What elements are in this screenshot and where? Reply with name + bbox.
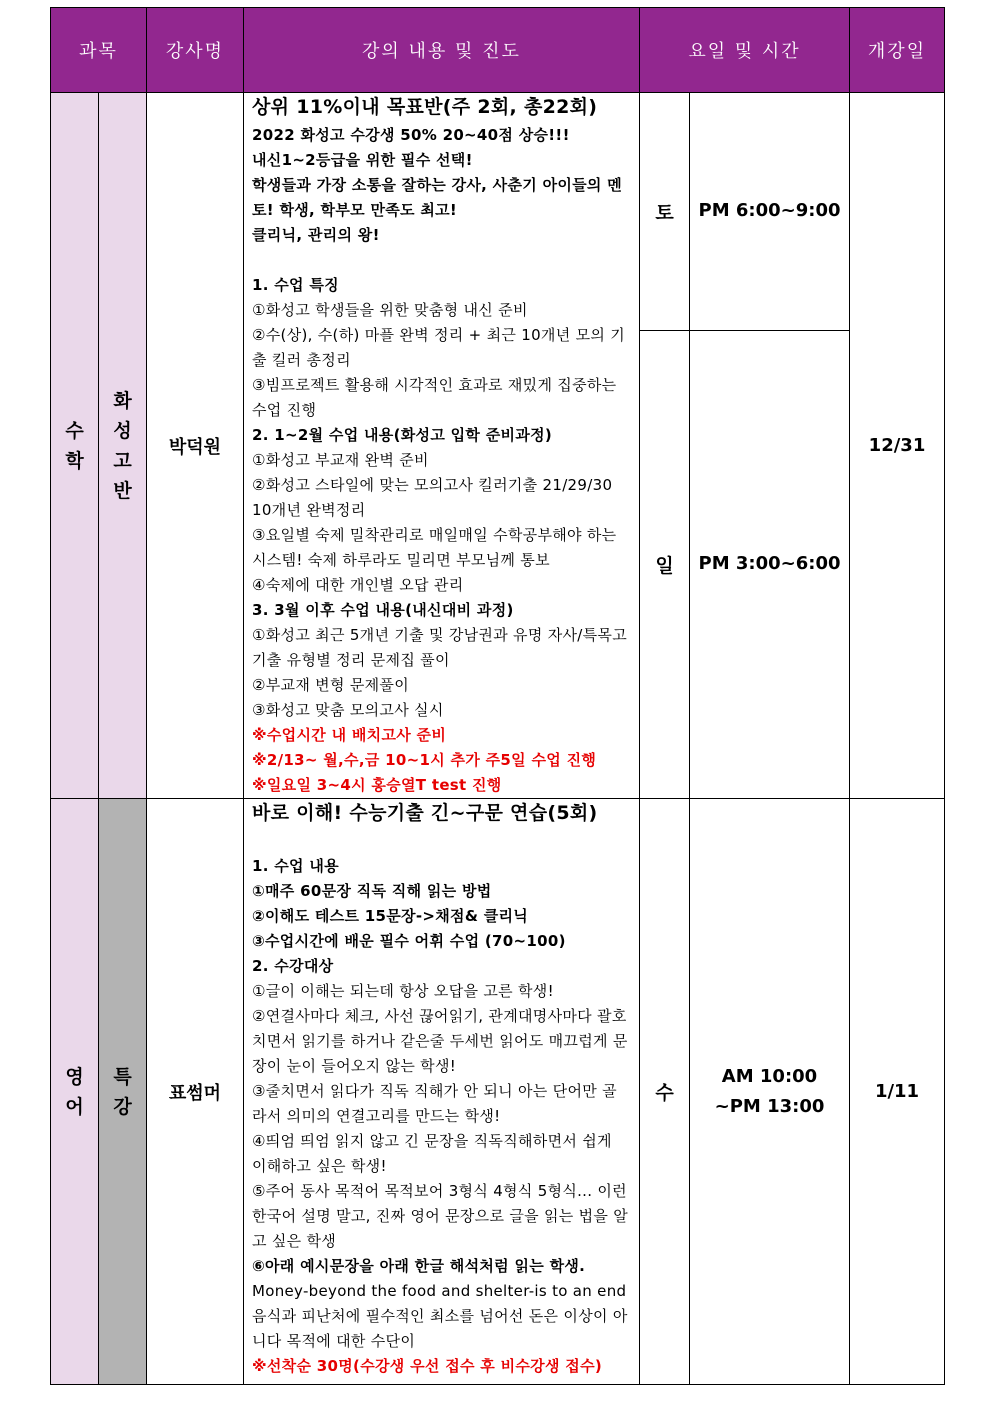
- math-class-char: 화: [113, 389, 132, 412]
- math-content-cell: [244, 93, 640, 799]
- english-content-line: [252, 829, 631, 854]
- header-content: 강의 내용 및 진도: [244, 8, 640, 93]
- english-content-cell: [244, 799, 640, 1385]
- math-content-line: 2. 1~2월 수업 내용(화성고 입학 준비과정): [252, 426, 553, 444]
- english-content-line: ③수업시간에 배운 필수 어휘 수업 (70~100): [252, 932, 566, 950]
- math-time-sunday: PM 3:00~6:00: [690, 330, 850, 798]
- math-class-cell: [99, 93, 147, 799]
- math-subject-char: 수: [65, 419, 84, 442]
- english-content-line: ②연결사마다 체크, 사선 끊어읽기, 관계대명사마다 괄호치면서 읽기를 하거나 같은줄 두세번 읽어도 매끄럽게 문장이 눈이 들어오지 않는 학생!: [252, 1007, 628, 1075]
- math-content-line: ③요일별 숙제 밀착관리로 매일매일 수학공부해야 하는 시스템! 숙제 하루라도 밀리면 부모님께 통보: [252, 526, 617, 569]
- math-content-line: 2022 화성고 수강생 50% 20~40점 상승!!!: [252, 126, 570, 144]
- math-content-line: 학생들과 가장 소통을 잘하는 강사, 사춘기 아이들의 멘토! 학생, 학부모 만족도 최고!: [252, 176, 623, 219]
- english-content-line: ①매주 60문장 직독 직해 읽는 방법: [252, 882, 492, 900]
- math-content-line: ④숙제에 대한 개인별 오답 관리: [252, 576, 464, 594]
- math-day-sunday: 일: [640, 330, 690, 798]
- math-content-line: ③빔프로젝트 활용해 시각적인 효과로 재밌게 집중하는 수업 진행: [252, 376, 617, 419]
- math-subject-char: 학: [65, 449, 84, 472]
- english-time-cell: [690, 799, 850, 1385]
- english-teacher-cell: 표썸머: [147, 799, 244, 1385]
- english-content-line: Money-beyond the food and shelter-is to an end음식과 피난처에 필수적인 최소를 넘어선 돈은 이상이 아니다 목적에 대한 수단이: [252, 1282, 628, 1350]
- english-time-end: ~PM 13:00: [714, 1095, 825, 1117]
- class-schedule-table: [50, 7, 945, 1385]
- math-content-line: ①화성고 부교재 완벽 준비: [252, 451, 429, 469]
- english-day-wednesday: 수: [640, 799, 690, 1385]
- english-time-start: AM 10:00: [721, 1065, 818, 1087]
- math-content-line: ③화성고 맞춤 모의고사 실시: [252, 701, 444, 719]
- english-subject-cell: [51, 799, 99, 1385]
- english-class-char: 특: [113, 1065, 132, 1088]
- math-row: [51, 93, 945, 331]
- english-content-line: ④띄엄 띄엄 읽지 않고 긴 문장을 직독직해하면서 쉽게 이해하고 싶은 학생!: [252, 1132, 612, 1175]
- english-class-cell: [99, 799, 147, 1385]
- math-content-line: 3. 3월 이후 수업 내용(내신대비 과정): [252, 601, 514, 619]
- math-content-line: ②수(상), 수(하) 마플 완벽 정리 + 최근 10개년 모의 기출 킬러 총정리: [252, 326, 626, 369]
- english-content-line: ⑤주어 동사 목적어 목적보어 3형식 4형식 5형식... 이런 한국어 설명 말고, 진짜 영어 문장으로 글을 읽는 법을 알고 싶은 학생: [252, 1182, 629, 1250]
- math-content-line: 클리닉, 관리의 왕!: [252, 226, 380, 244]
- english-content-lines: [252, 829, 631, 1379]
- english-subject-char: 영: [65, 1065, 84, 1088]
- math-time-saturday: PM 6:00~9:00: [690, 93, 850, 331]
- english-open-date: 1/11: [850, 799, 945, 1385]
- header-open-date: 개강일: [850, 8, 945, 93]
- header-teacher: 강사명: [147, 8, 244, 93]
- math-content-lines: [252, 123, 631, 798]
- math-class-char: 성: [113, 419, 132, 442]
- english-class-char: 강: [113, 1095, 132, 1118]
- math-day-saturday: 토: [640, 93, 690, 331]
- english-content-line: ③줄치면서 읽다가 직독 직해가 안 되니 아는 단어만 골라서 의미의 연결고리를 만드는 학생!: [252, 1082, 617, 1125]
- english-content-line: ①글이 이해는 되는데 항상 오답을 고른 학생!: [252, 982, 554, 1000]
- header-subject: 과목: [51, 8, 147, 93]
- english-course-title: 바로 이해! 수능기출 긴~구문 연습(5회): [252, 802, 598, 824]
- math-content-line: ①화성고 최근 5개년 기출 및 강남권과 유명 자사/특목고 기출 유형별 정리 문제집 풀이: [252, 626, 628, 669]
- math-subject-cell: [51, 93, 99, 799]
- math-content-line: ※일요일 3~4시 홍승열T test 진행: [252, 776, 502, 794]
- math-class-char: 고: [113, 449, 132, 472]
- english-row: [51, 799, 945, 1385]
- english-content-line: 1. 수업 내용: [252, 857, 339, 875]
- math-class-char: 반: [113, 479, 132, 502]
- math-teacher-cell: 박덕원: [147, 93, 244, 799]
- math-content-line: 내신1~2등급을 위한 필수 선택!: [252, 151, 473, 169]
- math-content-line: [252, 248, 631, 273]
- header-schedule: 요일 및 시간: [640, 8, 850, 93]
- english-content-line: ※선착순 30명(수강생 우선 접수 후 비수강생 접수): [252, 1357, 603, 1375]
- header-row: [51, 8, 945, 93]
- math-open-date: 12/31: [850, 93, 945, 799]
- math-content-line: ※수업시간 내 배치고사 준비: [252, 726, 447, 744]
- english-content-line: ②이해도 테스트 15문장->채점& 클리닉: [252, 907, 529, 925]
- english-content-line: ⑥아래 예시문장을 아래 한글 해석처럼 읽는 학생.: [252, 1257, 586, 1275]
- math-content-line: ※2/13~ 월,수,금 10~1시 추가 주5일 수업 진행: [252, 751, 597, 769]
- math-content-line: ②화성고 스타일에 맞는 모의고사 킬러기출 21/29/30 10개년 완벽정리: [252, 476, 613, 519]
- math-content-line: ①화성고 학생들을 위한 맞춤형 내신 준비: [252, 301, 528, 319]
- math-content-line: ②부교재 변형 문제풀이: [252, 676, 409, 694]
- math-course-title: 상위 11%이내 목표반(주 2회, 총22회): [252, 96, 598, 118]
- math-content-line: 1. 수업 특징: [252, 276, 339, 294]
- english-content-line: 2. 수강대상: [252, 957, 334, 975]
- english-subject-char: 어: [65, 1095, 84, 1118]
